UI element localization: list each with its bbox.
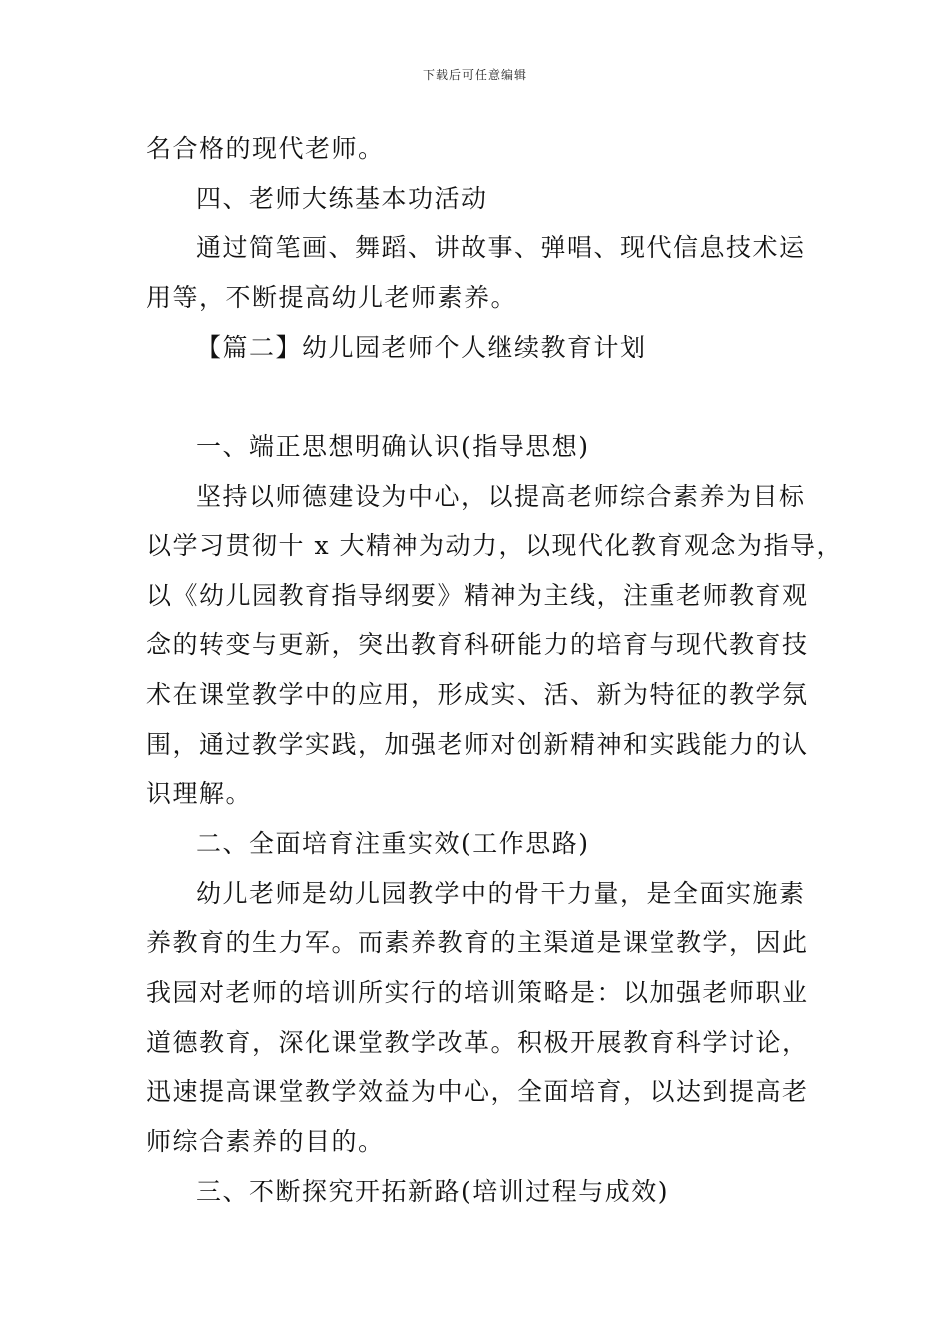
section-heading: 一、端正思想明确认识(指导思想) [196,432,590,461]
text-line: 师综合素养的目的。 [146,1127,385,1156]
text-line: 用等，不断提高幼儿老师素养。 [146,283,518,312]
text-line: 围，通过教学实践，加强老师对创新精神和实践能力的认 [146,730,809,759]
text-line: 以《幼儿园教育指导纲要》精神为主线，注重老师教育观 [146,581,809,610]
text-line: 道德教育，深化课堂教学改革。积极开展教育科学讨论， [146,1028,809,1057]
text-line: 以学习贯彻十 x 大精神为动力，以现代化教育观念为指导， [146,531,843,560]
text-line: 坚持以师德建设为中心，以提高老师综合素养为目标 [196,482,806,511]
text-line: 识理解。 [146,779,253,808]
page-header-note: 下载后可任意编辑 [422,68,527,82]
section-heading: 三、不断探究开拓新路(培训过程与成效) [196,1177,670,1206]
article-title: 【篇二】幼儿园老师个人继续教育计划 [196,333,647,362]
text-line: 通过简笔画、舞蹈、讲故事、弹唱、现代信息技术运 [196,233,806,262]
text-line: 养教育的生力军。而素养教育的主渠道是课堂教学，因此 [146,928,809,957]
text-line: 我园对老师的培训所实行的培训策略是：以加强老师职业 [146,978,809,1007]
section-heading: 四、老师大练基本功活动 [196,184,488,213]
text-line: 名合格的现代老师。 [146,134,385,163]
section-heading: 二、全面培育注重实效(工作思路) [196,829,590,858]
text-line: 幼儿老师是幼儿园教学中的骨干力量，是全面实施素 [196,879,806,908]
text-line: 念的转变与更新，突出教育科研能力的培育与现代教育技 [146,630,809,659]
text-line: 术在课堂教学中的应用，形成实、活、新为特征的教学氛 [146,680,809,709]
text-line: 迅速提高课堂教学效益为中心，全面培育，以达到提高老 [146,1077,809,1106]
